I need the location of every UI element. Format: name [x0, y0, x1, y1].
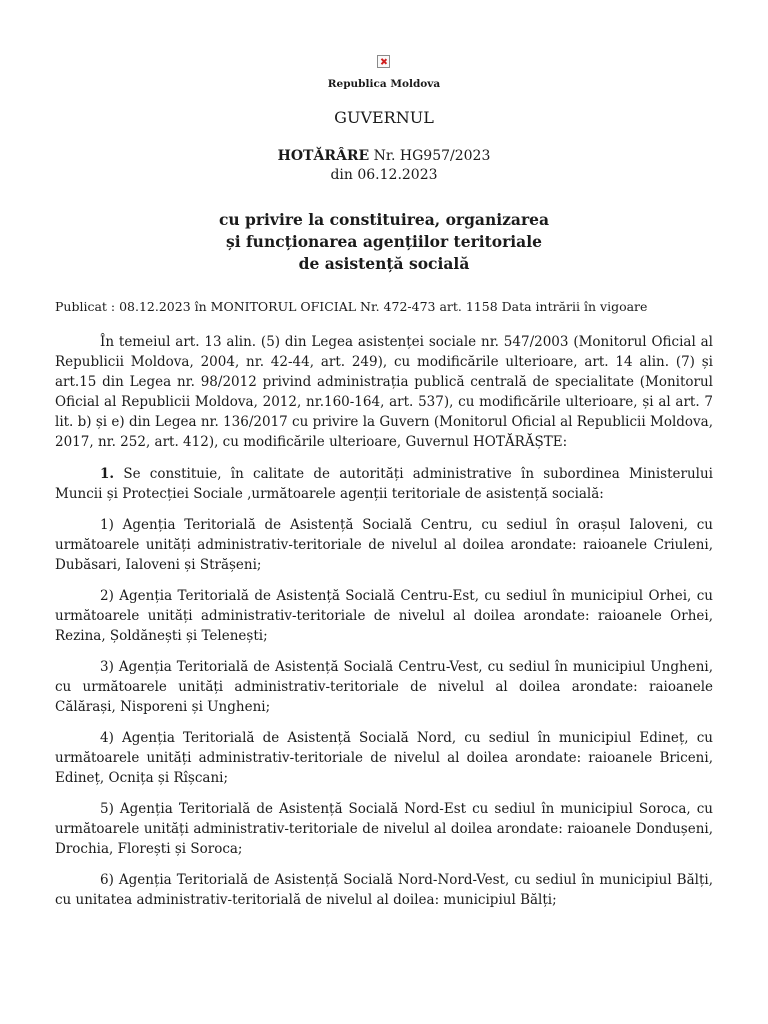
- title-line: și funcționarea agențiilor teritoriale: [226, 232, 542, 251]
- broken-image-icon: [377, 55, 390, 68]
- list-item: 2) Agenția Teritorială de Asistență Socială Centru-Est, cu sediul în municipiul Orhei, cu următoarele unități administrativ-teritoriale de nivelul al doilea arondate: raioanele Orhei, Rezina, Șoldănești și Telenești;: [55, 588, 713, 644]
- list-item: 3) Agenția Teritorială de Asistență Socială Centru-Vest, cu sediul în municipiul Ungheni, cu următoarele unități administrativ-teritoriale de nivelul al doilea arondate: raioanele Călărași, Nisporeni și Ungheni;: [55, 659, 713, 715]
- title-line: de asistență socială: [298, 254, 470, 273]
- country-name: Republica Moldova: [327, 78, 441, 90]
- issuer-title: GUVERNUL: [334, 108, 434, 127]
- point-text: Se constituie, în calitate de autorități administrative în subordinea Ministerului Muncii și Protecției Sociale ,următoarele agenții teritoriale de asistență socială:: [55, 466, 713, 502]
- list-item: 4) Agenția Teritorială de Asistență Socială Nord, cu sediul în municipiul Edineț, cu următoarele unități administrativ-teritoriale de nivelul al doilea arondate: raioanele Briceni, Edineț, Ocnița și Rîșcani;: [55, 730, 713, 786]
- title-line: cu privire la constituirea, organizarea: [218, 210, 550, 229]
- list-item: 1) Agenția Teritorială de Asistență Socială Centru, cu sediul în orașul Ialoveni, cu următoarele unități administrativ-teritoriale de nivelul al doilea arondate: raioanele Criuleni, Dubăsari, Ialoveni și Strășeni;: [55, 517, 713, 573]
- document-title: [0, 209, 768, 275]
- preamble-paragraph: În temeiul art. 13 alin. (5) din Legea asistenței sociale nr. 547/2003 (Monitorul Oficial al Republicii Moldova, 2004, nr. 42-44, art. 249), cu modificările ulterioare, art. 14 alin. (7) și art.15 din Legea nr. 98/2012 privind administrația publică centrală de specialitate (Monitorul Oficial al Republicii Moldova, 2012, nr.160-164, art. 537), cu modificările ulterioare, și al art. 7 lit. b) și e) din Legea nr. 136/2017 cu privire la Guvern (Monitorul Oficial al Republicii Moldova, 2017, nr. 252, art. 412), cu modificările ulterioare, Guvernul HOTĂRĂȘTE:: [55, 334, 713, 450]
- document-identifier: [0, 147, 768, 185]
- list-item: 6) Agenția Teritorială de Asistență Socială Nord-Nord-Vest, cu sediul în municipiul Bălți, cu unitatea administrativ-teritorială de nivelul al doilea: municipiul Bălți;: [55, 872, 713, 908]
- document-number: Nr. HG957/2023: [369, 148, 491, 164]
- publication-info: Publicat : 08.12.2023 în MONITORUL OFICIAL Nr. 472-473 art. 1158 Data intrării în vigoare: [55, 299, 648, 314]
- document-type: HOTĂRÂRE: [277, 148, 370, 164]
- point-1-paragraph: [55, 464, 713, 504]
- point-number: 1.: [100, 466, 115, 482]
- document-body: [55, 332, 713, 921]
- list-item: 5) Agenția Teritorială de Asistență Socială Nord-Est cu sediul în municipiul Soroca, cu următoarele unități administrativ-teritoriale de nivelul al doilea arondate: raioanele Dondușeni, Drochia, Florești și Soroca;: [55, 801, 713, 857]
- document-number-line: [0, 147, 768, 166]
- document-date: din 06.12.2023: [330, 167, 438, 183]
